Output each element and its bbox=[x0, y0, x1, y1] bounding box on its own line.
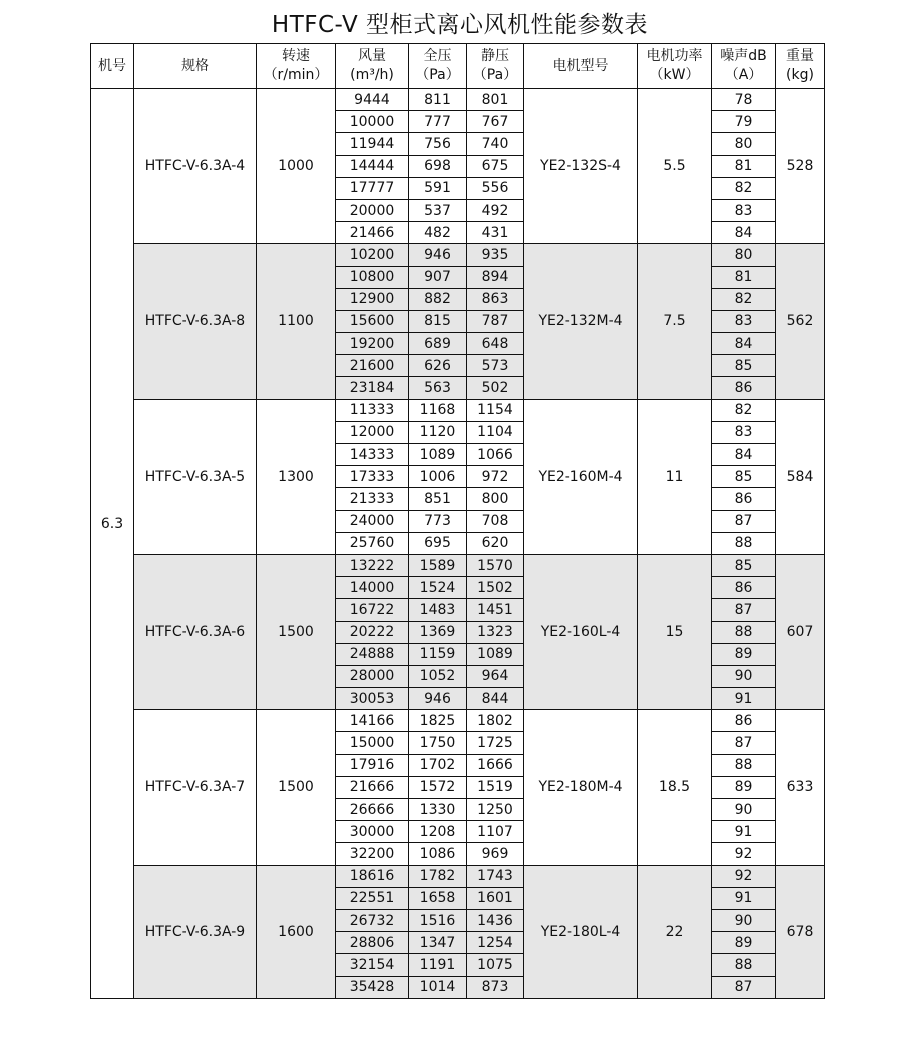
total-pressure-cell: 689 bbox=[409, 333, 467, 355]
header-airflow-label: 风量 bbox=[358, 48, 386, 64]
total-pressure-cell: 811 bbox=[409, 89, 467, 111]
noise-cell: 86 bbox=[712, 710, 776, 732]
airflow-cell: 21600 bbox=[336, 355, 409, 377]
airflow-cell: 10800 bbox=[336, 266, 409, 288]
total-pressure-cell: 1052 bbox=[409, 665, 467, 687]
header-row bbox=[91, 44, 825, 89]
static-pressure-cell: 1323 bbox=[467, 621, 524, 643]
airflow-cell: 13222 bbox=[336, 554, 409, 576]
static-pressure-cell: 492 bbox=[467, 199, 524, 221]
noise-cell: 81 bbox=[712, 266, 776, 288]
airflow-cell: 24888 bbox=[336, 643, 409, 665]
spec-cell: HTFC-V-6.3A-9 bbox=[134, 865, 257, 998]
noise-cell: 91 bbox=[712, 887, 776, 909]
static-pressure-cell: 767 bbox=[467, 111, 524, 133]
noise-cell: 78 bbox=[712, 89, 776, 111]
speed-cell: 1500 bbox=[257, 710, 336, 865]
airflow-cell: 24000 bbox=[336, 510, 409, 532]
airflow-cell: 32154 bbox=[336, 954, 409, 976]
static-pressure-cell: 972 bbox=[467, 466, 524, 488]
total-pressure-cell: 773 bbox=[409, 510, 467, 532]
total-pressure-cell: 1191 bbox=[409, 954, 467, 976]
static-pressure-cell: 1502 bbox=[467, 577, 524, 599]
motor-power-cell: 5.5 bbox=[638, 89, 712, 244]
static-pressure-cell: 1104 bbox=[467, 421, 524, 443]
airflow-cell: 22551 bbox=[336, 887, 409, 909]
airflow-cell: 14166 bbox=[336, 710, 409, 732]
static-pressure-cell: 1802 bbox=[467, 710, 524, 732]
total-pressure-cell: 1006 bbox=[409, 466, 467, 488]
header-speed bbox=[257, 44, 336, 89]
noise-cell: 88 bbox=[712, 754, 776, 776]
speed-cell: 1500 bbox=[257, 554, 336, 709]
table-row bbox=[91, 710, 825, 732]
noise-cell: 90 bbox=[712, 799, 776, 821]
airflow-cell: 21333 bbox=[336, 488, 409, 510]
table-row bbox=[91, 399, 825, 421]
static-pressure-cell: 648 bbox=[467, 333, 524, 355]
total-pressure-cell: 815 bbox=[409, 310, 467, 332]
total-pressure-cell: 851 bbox=[409, 488, 467, 510]
table-row bbox=[91, 554, 825, 576]
static-pressure-cell: 863 bbox=[467, 288, 524, 310]
airflow-cell: 14444 bbox=[336, 155, 409, 177]
airflow-cell: 17916 bbox=[336, 754, 409, 776]
motor-model-cell: YE2-132S-4 bbox=[524, 89, 638, 244]
airflow-cell: 12000 bbox=[336, 421, 409, 443]
total-pressure-cell: 1159 bbox=[409, 643, 467, 665]
airflow-cell: 19200 bbox=[336, 333, 409, 355]
static-pressure-cell: 431 bbox=[467, 222, 524, 244]
static-pressure-cell: 573 bbox=[467, 355, 524, 377]
airflow-cell: 21666 bbox=[336, 776, 409, 798]
static-pressure-cell: 800 bbox=[467, 488, 524, 510]
noise-cell: 87 bbox=[712, 732, 776, 754]
total-pressure-cell: 1516 bbox=[409, 909, 467, 931]
motor-power-cell: 22 bbox=[638, 865, 712, 998]
airflow-cell: 9444 bbox=[336, 89, 409, 111]
noise-cell: 84 bbox=[712, 333, 776, 355]
noise-cell: 82 bbox=[712, 399, 776, 421]
airflow-cell: 25760 bbox=[336, 532, 409, 554]
static-pressure-cell: 787 bbox=[467, 310, 524, 332]
static-pressure-cell: 894 bbox=[467, 266, 524, 288]
noise-cell: 84 bbox=[712, 222, 776, 244]
static-pressure-cell: 935 bbox=[467, 244, 524, 266]
header-weight bbox=[776, 44, 825, 89]
noise-cell: 84 bbox=[712, 444, 776, 466]
spec-cell: HTFC-V-6.3A-4 bbox=[134, 89, 257, 244]
header-motor-power-unit: （kW） bbox=[649, 67, 700, 83]
total-pressure-cell: 698 bbox=[409, 155, 467, 177]
static-pressure-cell: 1519 bbox=[467, 776, 524, 798]
total-pressure-cell: 1524 bbox=[409, 577, 467, 599]
header-motor-model: 电机型号 bbox=[524, 44, 638, 89]
airflow-cell: 20000 bbox=[336, 199, 409, 221]
header-motor-power-label: 电机功率 bbox=[646, 48, 703, 64]
noise-cell: 88 bbox=[712, 954, 776, 976]
header-airflow bbox=[336, 44, 409, 89]
noise-cell: 82 bbox=[712, 288, 776, 310]
static-pressure-cell: 1089 bbox=[467, 643, 524, 665]
total-pressure-cell: 946 bbox=[409, 688, 467, 710]
static-pressure-cell: 873 bbox=[467, 976, 524, 998]
total-pressure-cell: 1572 bbox=[409, 776, 467, 798]
static-pressure-cell: 1436 bbox=[467, 909, 524, 931]
header-model-no: 机号 bbox=[91, 44, 134, 89]
motor-model-cell: YE2-180M-4 bbox=[524, 710, 638, 865]
speed-cell: 1000 bbox=[257, 89, 336, 244]
noise-cell: 88 bbox=[712, 621, 776, 643]
airflow-cell: 32200 bbox=[336, 843, 409, 865]
total-pressure-cell: 1086 bbox=[409, 843, 467, 865]
noise-cell: 85 bbox=[712, 466, 776, 488]
spec-cell: HTFC-V-6.3A-8 bbox=[134, 244, 257, 399]
noise-cell: 80 bbox=[712, 244, 776, 266]
header-noise-unit: （A） bbox=[724, 67, 763, 83]
noise-cell: 90 bbox=[712, 909, 776, 931]
total-pressure-cell: 1369 bbox=[409, 621, 467, 643]
noise-cell: 83 bbox=[712, 421, 776, 443]
total-pressure-cell: 482 bbox=[409, 222, 467, 244]
header-spec: 规格 bbox=[134, 44, 257, 89]
weight-cell: 562 bbox=[776, 244, 825, 399]
noise-cell: 90 bbox=[712, 665, 776, 687]
total-pressure-cell: 1168 bbox=[409, 399, 467, 421]
speed-cell: 1300 bbox=[257, 399, 336, 554]
static-pressure-cell: 1254 bbox=[467, 932, 524, 954]
airflow-cell: 23184 bbox=[336, 377, 409, 399]
motor-model-cell: YE2-180L-4 bbox=[524, 865, 638, 998]
table-body bbox=[91, 89, 825, 999]
motor-model-cell: YE2-132M-4 bbox=[524, 244, 638, 399]
airflow-cell: 28000 bbox=[336, 665, 409, 687]
noise-cell: 81 bbox=[712, 155, 776, 177]
total-pressure-cell: 1120 bbox=[409, 421, 467, 443]
noise-cell: 79 bbox=[712, 111, 776, 133]
noise-cell: 83 bbox=[712, 310, 776, 332]
airflow-cell: 14333 bbox=[336, 444, 409, 466]
total-pressure-cell: 946 bbox=[409, 244, 467, 266]
weight-cell: 678 bbox=[776, 865, 825, 998]
total-pressure-cell: 756 bbox=[409, 133, 467, 155]
static-pressure-cell: 1743 bbox=[467, 865, 524, 887]
table-row bbox=[91, 244, 825, 266]
total-pressure-cell: 1750 bbox=[409, 732, 467, 754]
noise-cell: 87 bbox=[712, 976, 776, 998]
total-pressure-cell: 1483 bbox=[409, 599, 467, 621]
spec-cell: HTFC-V-6.3A-5 bbox=[134, 399, 257, 554]
airflow-cell: 15000 bbox=[336, 732, 409, 754]
total-pressure-cell: 1347 bbox=[409, 932, 467, 954]
airflow-cell: 17333 bbox=[336, 466, 409, 488]
airflow-cell: 11333 bbox=[336, 399, 409, 421]
weight-cell: 607 bbox=[776, 554, 825, 709]
speed-cell: 1100 bbox=[257, 244, 336, 399]
total-pressure-cell: 907 bbox=[409, 266, 467, 288]
airflow-cell: 28806 bbox=[336, 932, 409, 954]
motor-power-cell: 11 bbox=[638, 399, 712, 554]
static-pressure-cell: 740 bbox=[467, 133, 524, 155]
static-pressure-cell: 620 bbox=[467, 532, 524, 554]
static-pressure-cell: 708 bbox=[467, 510, 524, 532]
airflow-cell: 20222 bbox=[336, 621, 409, 643]
total-pressure-cell: 563 bbox=[409, 377, 467, 399]
airflow-cell: 15600 bbox=[336, 310, 409, 332]
header-total-pressure-label: 全压 bbox=[423, 48, 452, 64]
motor-power-cell: 7.5 bbox=[638, 244, 712, 399]
noise-cell: 91 bbox=[712, 688, 776, 710]
spec-cell: HTFC-V-6.3A-7 bbox=[134, 710, 257, 865]
header-motor-power bbox=[638, 44, 712, 89]
static-pressure-cell: 1666 bbox=[467, 754, 524, 776]
static-pressure-cell: 1107 bbox=[467, 821, 524, 843]
noise-cell: 89 bbox=[712, 643, 776, 665]
airflow-cell: 11944 bbox=[336, 133, 409, 155]
static-pressure-cell: 1570 bbox=[467, 554, 524, 576]
airflow-cell: 30053 bbox=[336, 688, 409, 710]
total-pressure-cell: 1014 bbox=[409, 976, 467, 998]
static-pressure-cell: 1601 bbox=[467, 887, 524, 909]
total-pressure-cell: 626 bbox=[409, 355, 467, 377]
header-weight-label: 重量 bbox=[786, 48, 814, 64]
airflow-cell: 12900 bbox=[336, 288, 409, 310]
noise-cell: 85 bbox=[712, 355, 776, 377]
total-pressure-cell: 1825 bbox=[409, 710, 467, 732]
static-pressure-cell: 1066 bbox=[467, 444, 524, 466]
table-row bbox=[91, 89, 825, 111]
noise-cell: 85 bbox=[712, 554, 776, 576]
airflow-cell: 10200 bbox=[336, 244, 409, 266]
airflow-cell: 35428 bbox=[336, 976, 409, 998]
static-pressure-cell: 1451 bbox=[467, 599, 524, 621]
header-total-pressure-unit: （Pa） bbox=[415, 67, 460, 83]
total-pressure-cell: 777 bbox=[409, 111, 467, 133]
table-row bbox=[91, 865, 825, 887]
static-pressure-cell: 675 bbox=[467, 155, 524, 177]
motor-power-cell: 15 bbox=[638, 554, 712, 709]
speed-cell: 1600 bbox=[257, 865, 336, 998]
static-pressure-cell: 801 bbox=[467, 89, 524, 111]
page-title: HTFC-V 型柜式离心风机性能参数表 bbox=[271, 12, 649, 38]
weight-cell: 584 bbox=[776, 399, 825, 554]
header-static-pressure-unit: （Pa） bbox=[472, 67, 518, 83]
total-pressure-cell: 1330 bbox=[409, 799, 467, 821]
static-pressure-cell: 844 bbox=[467, 688, 524, 710]
header-static-pressure-label: 静压 bbox=[481, 48, 509, 64]
motor-model-cell: YE2-160M-4 bbox=[524, 399, 638, 554]
header-noise bbox=[712, 44, 776, 89]
total-pressure-cell: 1208 bbox=[409, 821, 467, 843]
static-pressure-cell: 556 bbox=[467, 177, 524, 199]
total-pressure-cell: 695 bbox=[409, 532, 467, 554]
total-pressure-cell: 1089 bbox=[409, 444, 467, 466]
total-pressure-cell: 1782 bbox=[409, 865, 467, 887]
noise-cell: 89 bbox=[712, 776, 776, 798]
static-pressure-cell: 502 bbox=[467, 377, 524, 399]
static-pressure-cell: 969 bbox=[467, 843, 524, 865]
airflow-cell: 16722 bbox=[336, 599, 409, 621]
noise-cell: 92 bbox=[712, 843, 776, 865]
airflow-cell: 14000 bbox=[336, 577, 409, 599]
total-pressure-cell: 1702 bbox=[409, 754, 467, 776]
header-airflow-unit: (m³/h) bbox=[350, 67, 394, 83]
noise-cell: 86 bbox=[712, 488, 776, 510]
header-weight-unit: (kg) bbox=[786, 67, 814, 83]
airflow-cell: 26666 bbox=[336, 799, 409, 821]
noise-cell: 86 bbox=[712, 377, 776, 399]
static-pressure-cell: 1075 bbox=[467, 954, 524, 976]
noise-cell: 91 bbox=[712, 821, 776, 843]
noise-cell: 88 bbox=[712, 532, 776, 554]
airflow-cell: 30000 bbox=[336, 821, 409, 843]
noise-cell: 80 bbox=[712, 133, 776, 155]
noise-cell: 82 bbox=[712, 177, 776, 199]
motor-model-cell: YE2-160L-4 bbox=[524, 554, 638, 709]
header-speed-label: 转速 bbox=[282, 48, 310, 64]
total-pressure-cell: 591 bbox=[409, 177, 467, 199]
airflow-cell: 21466 bbox=[336, 222, 409, 244]
motor-power-cell: 18.5 bbox=[638, 710, 712, 865]
airflow-cell: 26732 bbox=[336, 909, 409, 931]
header-noise-label: 噪声dB bbox=[720, 48, 767, 64]
noise-cell: 87 bbox=[712, 599, 776, 621]
header-total-pressure bbox=[409, 44, 467, 89]
noise-cell: 87 bbox=[712, 510, 776, 532]
noise-cell: 83 bbox=[712, 199, 776, 221]
model-no-cell: 6.3 bbox=[91, 89, 134, 999]
airflow-cell: 10000 bbox=[336, 111, 409, 133]
performance-table bbox=[90, 43, 825, 999]
header-static-pressure bbox=[467, 44, 524, 89]
weight-cell: 633 bbox=[776, 710, 825, 865]
total-pressure-cell: 1589 bbox=[409, 554, 467, 576]
total-pressure-cell: 882 bbox=[409, 288, 467, 310]
static-pressure-cell: 964 bbox=[467, 665, 524, 687]
static-pressure-cell: 1250 bbox=[467, 799, 524, 821]
spec-cell: HTFC-V-6.3A-6 bbox=[134, 554, 257, 709]
noise-cell: 86 bbox=[712, 577, 776, 599]
total-pressure-cell: 1658 bbox=[409, 887, 467, 909]
noise-cell: 89 bbox=[712, 932, 776, 954]
airflow-cell: 18616 bbox=[336, 865, 409, 887]
noise-cell: 92 bbox=[712, 865, 776, 887]
static-pressure-cell: 1725 bbox=[467, 732, 524, 754]
header-speed-unit: （r/min） bbox=[263, 67, 329, 83]
weight-cell: 528 bbox=[776, 89, 825, 244]
static-pressure-cell: 1154 bbox=[467, 399, 524, 421]
total-pressure-cell: 537 bbox=[409, 199, 467, 221]
airflow-cell: 17777 bbox=[336, 177, 409, 199]
